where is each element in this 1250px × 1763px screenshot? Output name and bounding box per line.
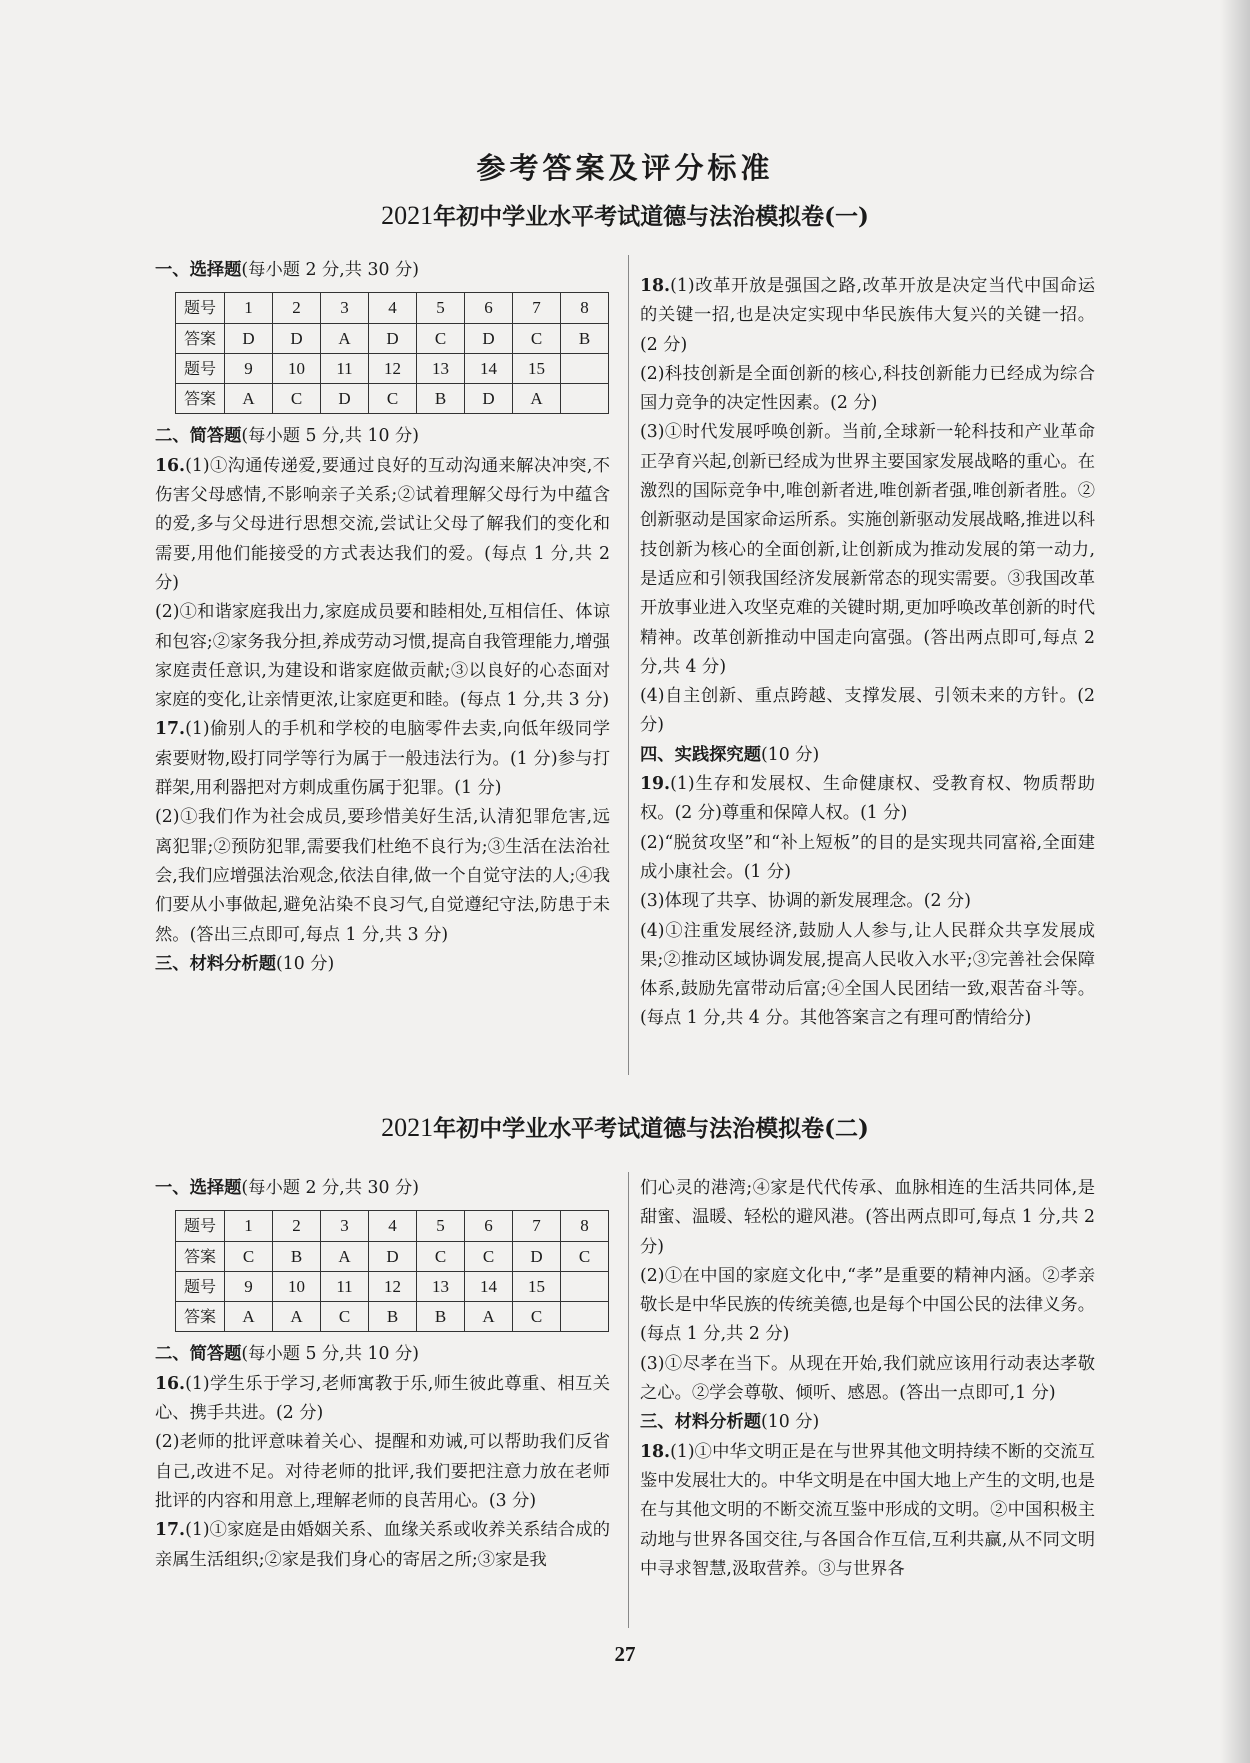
table-cell: A: [465, 1302, 513, 1332]
table-cell: 答案: [176, 1302, 225, 1332]
table-cell: [561, 1302, 609, 1332]
paper2-answer-table: [175, 1210, 609, 1332]
paper2-q16-part1: 16.(1)学生乐于学习,老师寓教于乐,师生彼此尊重、相互关心、携手共进。(2 分): [155, 1373, 610, 1424]
table-cell: 14: [465, 1271, 513, 1301]
table-cell: C: [513, 323, 561, 353]
table-cell: 11: [321, 1271, 369, 1301]
paper1-title-text: 年初中学业水平考试道德与法治模拟卷(一): [433, 203, 869, 230]
table-cell: A: [225, 1302, 273, 1332]
paper2-title-year: 2021: [381, 1113, 434, 1142]
table-cell: D: [225, 323, 273, 353]
paper2-section3-heading: 三、材料分析题(10 分): [640, 1412, 820, 1433]
table-cell: D: [273, 323, 321, 353]
table-cell: 12: [369, 353, 417, 383]
paper1-q16-part1: 16.(1)①沟通传递爱,要通过良好的互动沟通来解决冲突,不伤害父母感情,不影响亲子关系;②试着理解父母行为中蕴含的爱,多与父母进行思想交流,尝试让父母了解我们的变化和需要,用他们能接受的方式表达我们的爱。(每点 1 分,共 2 分): [155, 455, 610, 593]
paper1-q17-part1: 17.(1)偷别人的手机和学校的电脑零件去卖,向低年级同学索要财物,殴打同学等行为属于一般违法行为。(1 分)参与打群架,用利器把对方刺成重伤属于犯罪。(1 分): [155, 719, 610, 799]
table-cell: 6: [465, 293, 513, 323]
table-cell: 答案: [176, 323, 225, 353]
table-cell: 5: [417, 293, 465, 323]
table-cell: B: [273, 1241, 321, 1271]
paper1-section2-heading: 二、简答题(每小题 5 分,共 10 分): [155, 426, 420, 447]
table-cell: 8: [561, 1211, 609, 1241]
table-cell: D: [513, 1241, 561, 1271]
table-cell: [561, 384, 609, 414]
paper1-answer-table: [175, 292, 609, 414]
table-cell: 题号: [176, 1211, 225, 1241]
table-cell: C: [417, 1241, 465, 1271]
table-cell: B: [417, 384, 465, 414]
paper2-q17-part1-cont: 们心灵的港湾;④家是代代传承、血脉相连的生活共同体,是甜蜜、温暖、轻松的避风港。(答出两点即可,每点 1 分,共 2 分): [640, 1178, 1095, 1257]
table-cell: 7: [513, 1211, 561, 1241]
table-cell: 13: [417, 353, 465, 383]
paper1-section1-heading: 一、选择题(每小题 2 分,共 30 分): [155, 260, 420, 280]
paper2-q18-part1: 18.(1)①中华文明正是在与世界其他文明持续不断的交流互鉴中发展壮大的。中华文明是在中国大地上产生的文明,也是在与其他文明的不断交流互鉴中形成的文明。②中国积极主动地与世界各国交往,与各国合作互信,互利共赢,从不同文明中寻求智慧,汲取营养。③与世界各: [640, 1441, 1095, 1579]
table-cell: 6: [465, 1211, 513, 1241]
table-row: [176, 1302, 609, 1332]
table-cell: 9: [225, 1271, 273, 1301]
table-cell: 3: [321, 293, 369, 323]
table-cell: A: [513, 384, 561, 414]
paper1-q18-part4: (4)自主创新、重点跨越、支撑发展、引领未来的方针。(2 分): [640, 686, 1095, 736]
paper1-left-column: [155, 256, 610, 979]
table-cell: 13: [417, 1271, 465, 1301]
table-cell: A: [321, 1241, 369, 1271]
table-cell: 9: [225, 353, 273, 383]
paper1-q19-part3: (3)体现了共享、协调的新发展理念。(2 分): [640, 891, 971, 912]
table-cell: [561, 1271, 609, 1301]
paper1-q19-part4: (4)①注重发展经济,鼓励人人参与,让人民群众共享发展成果;②推动区域协调发展,提高人民收入水平;③完善社会保障体系,鼓励先富带动后富;④全国人民团结一致,艰苦奋斗等。(每点 1 分,共 4 分。其他答案言之有理可酌情给分): [640, 920, 1095, 1029]
table-cell: 15: [513, 353, 561, 383]
table-cell: C: [273, 384, 321, 414]
paper1-section4-heading: 四、实践探究题(10 分): [640, 744, 820, 765]
table-cell: D: [369, 1241, 417, 1271]
table-row: [176, 353, 609, 383]
table-cell: D: [465, 384, 513, 414]
paper1-title: [0, 198, 1250, 231]
table-cell: C: [225, 1241, 273, 1271]
table-cell: D: [465, 323, 513, 353]
table-row: [176, 1211, 609, 1241]
table-cell: 1: [225, 293, 273, 323]
table-cell: B: [369, 1302, 417, 1332]
paper1-q18-part1: 18.(1)改革开放是强国之路,改革开放是决定当代中国命运的关键一招,也是决定实现中华民族伟大复兴的关键一招。(2 分): [640, 276, 1095, 355]
table-row: [176, 1271, 609, 1301]
paper1-q18-part2: (2)科技创新是全面创新的核心,科技创新能力已经成为综合国力竞争的决定性因素。(2 分): [640, 363, 1095, 414]
table-row: [176, 1241, 609, 1271]
paper1-q19-part2: (2)“脱贫攻坚”和“补上短板”的目的是实现共同富裕,全面建成小康社会。(1 分): [640, 832, 1095, 882]
table-cell: A: [321, 323, 369, 353]
table-cell: B: [417, 1302, 465, 1332]
table-cell: 8: [561, 293, 609, 323]
table-row: [176, 323, 609, 353]
paper2-title: [0, 1110, 1250, 1143]
paper2-right-column: [640, 1174, 1095, 1584]
table-cell: 4: [369, 1211, 417, 1241]
paper2-q17-part1: 17.(1)①家庭是由婚姻关系、血缘关系或收养关系结合成的亲属生活组织;②家是我们身心的寄居之所;③家是我: [155, 1520, 610, 1570]
paper1-q16-part2: (2)①和谐家庭我出力,家庭成员要和睦相处,互相信任、体谅和包容;②家务我分担,养成劳动习惯,提高自我管理能力,增强家庭责任意识,为建设和谐家庭做贡献;③以良好的心态面对家庭的变化,让亲情更浓,让家庭更和睦。(每点 1 分,共 3 分): [155, 602, 610, 711]
table-cell: 11: [321, 353, 369, 383]
table-cell: 3: [321, 1211, 369, 1241]
table-cell: C: [465, 1241, 513, 1271]
table-cell: 题号: [176, 293, 225, 323]
table-cell: C: [417, 323, 465, 353]
paper2-section1-heading: 一、选择题(每小题 2 分,共 30 分): [155, 1178, 420, 1198]
table-cell: 2: [273, 293, 321, 323]
column-divider-2: [628, 1172, 629, 1628]
page-title: 参考答案及评分标准: [476, 151, 774, 185]
table-cell: 10: [273, 353, 321, 383]
table-cell: 7: [513, 293, 561, 323]
paper2-section2-heading: 二、简答题(每小题 5 分,共 10 分): [155, 1344, 420, 1365]
table-cell: D: [321, 384, 369, 414]
paper1-q17-part2: (2)①我们作为社会成员,要珍惜美好生活,认清犯罪危害,远离犯罪;②预防犯罪,需要我们杜绝不良行为;③生活在法治社会,我们应增强法治观念,依法自律,做一个自觉守法的人;④我们要从小事做起,避免沾染不良习气,自觉遵纪守法,防患于未然。(答出三点即可,每点 1 分,共 3 分): [155, 807, 610, 945]
paper2-q16-part2: (2)老师的批评意味着关心、提醒和劝诫,可以帮助我们反省自己,改进不足。对待老师的批评,我们要把注意力放在老师批评的内容和用意上,理解老师的良苦用心。(3 分): [155, 1432, 610, 1511]
table-cell: C: [513, 1302, 561, 1332]
table-cell: [561, 353, 609, 383]
table-cell: 5: [417, 1211, 465, 1241]
table-cell: 1: [225, 1211, 273, 1241]
paper2-title-text: 年初中学业水平考试道德与法治模拟卷(二): [433, 1115, 869, 1142]
paper2-q17-part3: (3)①尽孝在当下。从现在开始,我们就应该用行动表达孝敬之心。②学会尊敬、倾听、感恩。(答出一点即可,1 分): [640, 1353, 1095, 1404]
table-row: [176, 293, 609, 323]
paper1-right-column: [640, 272, 1095, 1034]
paper1-section3-heading: 三、材料分析题(10 分): [155, 953, 335, 974]
table-cell: D: [369, 323, 417, 353]
table-cell: B: [561, 323, 609, 353]
table-cell: C: [321, 1302, 369, 1332]
table-cell: 12: [369, 1271, 417, 1301]
table-cell: 10: [273, 1271, 321, 1301]
table-cell: A: [225, 384, 273, 414]
paper2-q17-part2: (2)①在中国的家庭文化中,“孝”是重要的精神内涵。②孝亲敬长是中华民族的传统美德,也是每个中国公民的法律义务。(每点 1 分,共 2 分): [640, 1265, 1095, 1345]
page-number: 27: [614, 1642, 636, 1666]
table-cell: 15: [513, 1271, 561, 1301]
table-cell: 2: [273, 1211, 321, 1241]
table-cell: 答案: [176, 384, 225, 414]
table-cell: 题号: [176, 1271, 225, 1301]
paper2-left-column: [155, 1174, 610, 1575]
table-cell: 题号: [176, 353, 225, 383]
table-cell: A: [273, 1302, 321, 1332]
paper1-title-year: 2021: [381, 201, 434, 230]
paper1-q19-part1: 19.(1)生存和发展权、生命健康权、受教育权、物质帮助权。(2 分)尊重和保障人权。(1 分): [640, 774, 1095, 824]
paper1-q18-part3: (3)①时代发展呼唤创新。当前,全球新一轮科技和产业革命正孕育兴起,创新已经成为世界主要国家发展战略的重心。在激烈的国际竞争中,唯创新者进,唯创新者强,唯创新者胜。②创新驱动是国家命运所系。实施创新驱动发展战略,推进以科技创新为核心的全面创新,让创新成为推动发展的第一动力,是适应和引领我国经济发展新常态的现实需要。③我国改革开放事业进入攻坚克难的关键时期,更加呼唤改革创新的时代精神。改革创新推动中国走向富强。(答出两点即可,每点 2 分,共 4 分): [640, 422, 1095, 677]
table-cell: 14: [465, 353, 513, 383]
table-cell: 答案: [176, 1241, 225, 1271]
page-edge-shadow: [1220, 0, 1250, 1763]
table-cell: C: [561, 1241, 609, 1271]
table-row: [176, 384, 609, 414]
column-divider-1: [628, 255, 629, 1075]
table-cell: 4: [369, 293, 417, 323]
table-cell: C: [369, 384, 417, 414]
